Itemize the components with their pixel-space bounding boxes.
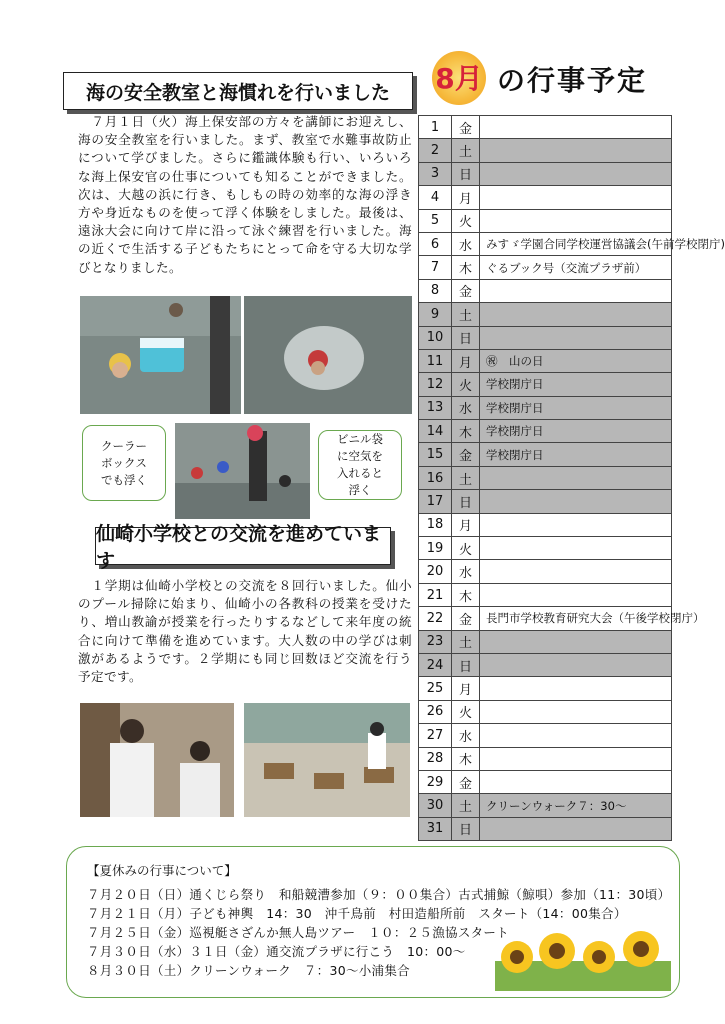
schedule-day: 3 <box>419 162 452 185</box>
summer-event-line: ７月２０日（日）通くじら祭り 和船競漕参加（９：００集合）古式捕鯨（鯨唄）参加（11：30頃） <box>87 887 671 902</box>
schedule-weekday: 金 <box>452 443 480 466</box>
schedule-weekday: 土 <box>452 630 480 653</box>
schedule-day: 30 <box>419 794 452 817</box>
summer-events-title: 【夏休みの行事について】 <box>87 863 237 878</box>
schedule-day: 4 <box>419 186 452 209</box>
schedule-day: 7 <box>419 256 452 279</box>
article2-body: １学期は仙崎小学校との交流を８回行いました。仙小のプール掃除に始まり、仙崎小の各教科の授業を受けたり、増山教諭が授業を行ったりするなどして来年度の統合に向けて準備を進めています。大人数の中の学びは刺激があるようです。２学期にも同じ回数ほど交流を行う予定です。 <box>78 578 412 685</box>
schedule-event <box>480 139 672 162</box>
schedule-day: 31 <box>419 817 452 840</box>
schedule-weekday: 月 <box>452 677 480 700</box>
schedule-event <box>480 630 672 653</box>
schedule-day: 25 <box>419 677 452 700</box>
schedule-day: 19 <box>419 537 452 560</box>
summer-event-line: ７月３０日（水）３１日（金）通交流プラザに行こう 10：00～ <box>87 944 466 959</box>
photo-cooler-box <box>80 296 241 414</box>
schedule-weekday: 火 <box>452 700 480 723</box>
schedule-row <box>419 256 672 279</box>
schedule-day: 15 <box>419 443 452 466</box>
schedule-event <box>480 162 672 185</box>
schedule-weekday: 火 <box>452 537 480 560</box>
schedule-row <box>419 700 672 723</box>
schedule-event <box>480 817 672 840</box>
month-badge-icon <box>432 51 486 105</box>
schedule-day: 2 <box>419 139 452 162</box>
schedule-table <box>418 115 725 841</box>
schedule-day: 14 <box>419 420 452 443</box>
photo-plastic-bag <box>244 296 412 414</box>
summer-event-line: ８月３０日（土）クリーンウォーク ７：30～小浦集合 <box>87 963 410 978</box>
schedule-row <box>419 583 672 606</box>
schedule-row <box>419 349 672 372</box>
schedule-weekday: 水 <box>452 232 480 255</box>
schedule-row <box>419 396 672 419</box>
schedule-event: みすゞ学園合同学校運営協議会(午前学校閉庁) <box>480 232 672 255</box>
schedule-event: 学校閉庁日 <box>480 396 672 419</box>
schedule-event <box>480 560 672 583</box>
schedule-weekday: 火 <box>452 209 480 232</box>
schedule-row <box>419 232 672 255</box>
schedule-event <box>480 724 672 747</box>
schedule-weekday: 木 <box>452 583 480 606</box>
photo-classroom-reading-image <box>80 703 234 817</box>
schedule-row <box>419 817 672 840</box>
schedule-rows <box>419 116 725 841</box>
schedule-day: 21 <box>419 583 452 606</box>
schedule-row <box>419 653 672 676</box>
schedule-row <box>419 677 672 700</box>
schedule-weekday: 木 <box>452 420 480 443</box>
schedule-event <box>480 537 672 560</box>
schedule-row <box>419 420 672 443</box>
schedule-event <box>480 466 672 489</box>
schedule-weekday: 水 <box>452 560 480 583</box>
schedule-event <box>480 209 672 232</box>
schedule-event: 学校閉庁日 <box>480 420 672 443</box>
photo-classroom-reading <box>80 703 234 817</box>
schedule-event <box>480 116 672 139</box>
month-badge-text: 8月 <box>435 62 483 95</box>
schedule-event <box>480 490 672 513</box>
schedule-day: 20 <box>419 560 452 583</box>
schedule-row <box>419 116 672 139</box>
schedule-event <box>480 700 672 723</box>
schedule-weekday: 日 <box>452 653 480 676</box>
schedule-row <box>419 747 672 770</box>
schedule-row <box>419 630 672 653</box>
photo-plastic-bag-image <box>244 296 412 414</box>
schedule-event <box>480 326 672 349</box>
schedule-day: 13 <box>419 396 452 419</box>
schedule-weekday: 土 <box>452 139 480 162</box>
callout-cooler <box>82 425 166 501</box>
schedule-day: 29 <box>419 770 452 793</box>
schedule-weekday: 日 <box>452 326 480 349</box>
schedule-row <box>419 186 672 209</box>
schedule-event: クリーンウォーク７：30～ <box>480 794 672 817</box>
schedule-row <box>419 443 672 466</box>
schedule-event <box>480 303 672 326</box>
schedule-event <box>480 677 672 700</box>
schedule-event: 学校閉庁日 <box>480 373 672 396</box>
schedule-weekday: 月 <box>452 349 480 372</box>
schedule-row <box>419 162 672 185</box>
schedule-event <box>480 653 672 676</box>
schedule-row <box>419 724 672 747</box>
schedule-weekday: 金 <box>452 607 480 630</box>
schedule-title: の行事予定 <box>497 64 648 97</box>
schedule-day: 12 <box>419 373 452 396</box>
schedule-row <box>419 326 672 349</box>
schedule-event <box>480 186 672 209</box>
schedule-weekday: 金 <box>452 279 480 302</box>
schedule-weekday: 木 <box>452 256 480 279</box>
schedule-row <box>419 279 672 302</box>
schedule-weekday: 木 <box>452 747 480 770</box>
schedule-day: 18 <box>419 513 452 536</box>
schedule-row <box>419 303 672 326</box>
schedule-event: 長門市学校教育研究大会（午後学校閉庁） <box>480 607 672 630</box>
schedule-row <box>419 209 672 232</box>
callout-bag <box>318 430 402 500</box>
article1-title: 海の安全教室と海慣れを行いました <box>85 81 390 104</box>
schedule-weekday: 月 <box>452 186 480 209</box>
schedule-event <box>480 583 672 606</box>
article1-heading <box>63 72 413 110</box>
schedule-day: 23 <box>419 630 452 653</box>
schedule-day: 17 <box>419 490 452 513</box>
schedule-weekday: 月 <box>452 513 480 536</box>
photo-swimming-practice-image <box>175 423 310 519</box>
schedule-day: 26 <box>419 700 452 723</box>
schedule-row <box>419 607 672 630</box>
schedule-day: 1 <box>419 116 452 139</box>
schedule-event <box>480 747 672 770</box>
schedule-row <box>419 770 672 793</box>
schedule-event: ぐるブック号（交流プラザ前） <box>480 256 672 279</box>
summer-events-box <box>66 846 680 998</box>
article1-body: ７月１日（火）海上保安部の方々を講師にお迎えし、海の安全教室を行いました。まず、教室で水難事故防止について学びました。さらに鑑識体験も行い、いろいろな海上保安官の仕事についても知ることができました。次は、大越の浜に行き、もしもの時の効率的な海の浮き方や身近なものを使って浮く体験をしました。最後は、遠泳大会に向けて岸に沿って泳ぐ練習を行いました。海の近くで生活する子どもたちにとって命を守る大切な学びとなりました。 <box>78 114 412 275</box>
schedule-row <box>419 466 672 489</box>
summer-event-line: ７月２５日（金）巡視艇さざんか無人島ツアー １０：２５漁協スタート <box>87 925 510 940</box>
schedule-weekday: 金 <box>452 116 480 139</box>
schedule-weekday: 土 <box>452 303 480 326</box>
article2-title: 仙崎小学校との交流を進めています <box>96 523 382 572</box>
schedule-row <box>419 490 672 513</box>
schedule-weekday: 土 <box>452 466 480 489</box>
schedule-weekday: 土 <box>452 794 480 817</box>
schedule-weekday: 日 <box>452 162 480 185</box>
schedule-row <box>419 794 672 817</box>
schedule-row <box>419 373 672 396</box>
schedule-event: ㊗ 山の日 <box>480 349 672 372</box>
photo-classroom-desks-image <box>244 703 410 817</box>
schedule-day: 28 <box>419 747 452 770</box>
schedule-day: 11 <box>419 349 452 372</box>
schedule-weekday: 金 <box>452 770 480 793</box>
schedule-row <box>419 537 672 560</box>
photo-cooler-box-image <box>80 296 241 414</box>
schedule-event <box>480 513 672 536</box>
schedule-row <box>419 513 672 536</box>
photo-swimming-practice <box>175 423 310 519</box>
sunflower-decoration-icon <box>495 927 671 991</box>
schedule-weekday: 日 <box>452 490 480 513</box>
article2-heading <box>95 523 391 572</box>
schedule-day: 10 <box>419 326 452 349</box>
schedule-day: 8 <box>419 279 452 302</box>
schedule-event <box>480 279 672 302</box>
summer-event-line: ７月２１日（月）子ども神輿 14：30 沖千鳥前 村田造船所前 スタート（14：00集合） <box>87 906 627 921</box>
schedule-event: 学校閉庁日 <box>480 443 672 466</box>
schedule-weekday: 水 <box>452 724 480 747</box>
schedule-row <box>419 560 672 583</box>
schedule-row <box>419 139 672 162</box>
schedule-weekday: 日 <box>452 817 480 840</box>
schedule-day: 22 <box>419 607 452 630</box>
schedule-day: 16 <box>419 466 452 489</box>
schedule-day: 6 <box>419 232 452 255</box>
schedule-event <box>480 770 672 793</box>
callout-cooler-text: クーラーボックスでも浮く <box>101 438 147 487</box>
callout-bag-text: ビニル袋に空気を入れると浮く <box>337 432 383 497</box>
schedule-weekday: 火 <box>452 373 480 396</box>
schedule-day: 24 <box>419 653 452 676</box>
schedule-day: 9 <box>419 303 452 326</box>
schedule-day: 27 <box>419 724 452 747</box>
schedule-day: 5 <box>419 209 452 232</box>
photo-classroom-desks <box>244 703 410 817</box>
schedule-weekday: 水 <box>452 396 480 419</box>
